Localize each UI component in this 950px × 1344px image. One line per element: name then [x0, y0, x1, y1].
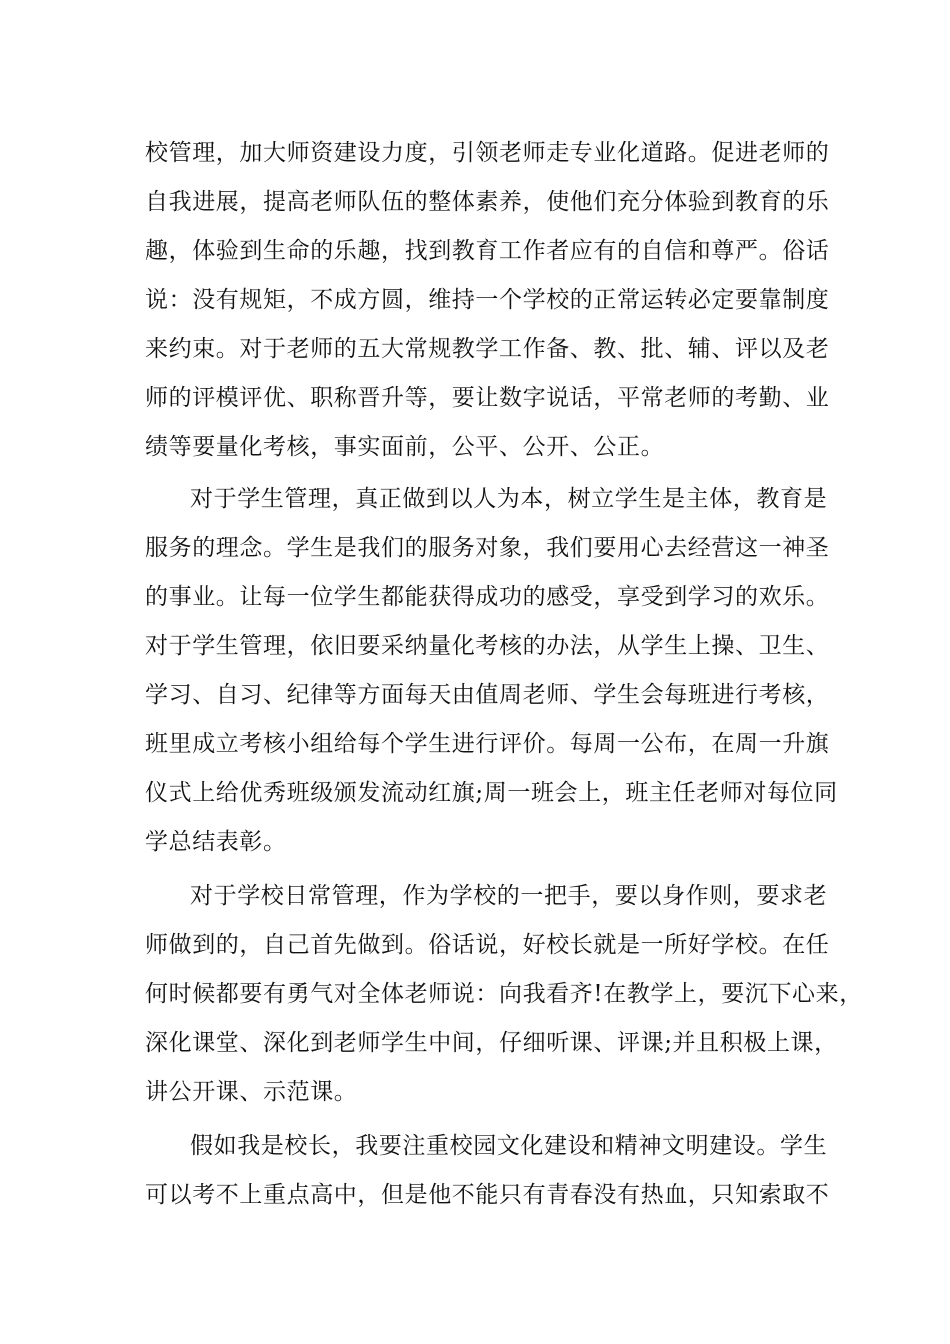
- text-line: 趣，体验到生命的乐趣，找到教育工作者应有的自信和尊严。俗话: [145, 238, 830, 264]
- text-line: 来约束。对于老师的五大常规教学工作备、教、批、辅、评以及老: [145, 336, 830, 362]
- text-line: 师做到的，自己首先做到。俗话说，好校长就是一所好学校。在任: [145, 932, 830, 958]
- text-line: 服务的理念。学生是我们的服务对象，我们要用心去经营这一神圣: [145, 535, 830, 561]
- text-line: 学习、自习、纪律等方面每天由值周老师、学生会每班进行考核，: [145, 682, 830, 708]
- text-line: 对于学生管理，依旧要采纳量化考核的办法，从学生上操、卫生、: [145, 633, 830, 659]
- text-line: 师的评模评优、职称晋升等，要让数字说话，平常老师的考勤、业: [145, 385, 830, 411]
- text-line: 可以考不上重点高中，但是他不能只有青春没有热血，只知索取不: [145, 1182, 830, 1208]
- text-line: 学总结表彰。: [145, 829, 287, 855]
- text-line: 班里成立考核小组给每个学生进行评价。每周一公布，在周一升旗: [145, 731, 830, 757]
- paragraph-first-line: 假如我是校长，我要注重校园文化建设和精神文明建设。学生: [190, 1133, 828, 1159]
- text-line: 仪式上给优秀班级颁发流动红旗;周一班会上，班主任老师对每位同: [145, 780, 838, 806]
- text-line: 绩等要量化考核，事实面前，公平、公开、公正。: [145, 434, 665, 460]
- text-line: 讲公开课、示范课。: [145, 1079, 358, 1105]
- paragraph-first-line: 对于学生管理，真正做到以人为本，树立学生是主体，教育是: [190, 486, 828, 512]
- text-line: 的事业。让每一位学生都能获得成功的感受，享受到学习的欢乐。: [145, 584, 830, 610]
- paragraph-first-line: 对于学校日常管理，作为学校的一把手，要以身作则，要求老: [190, 883, 828, 909]
- text-line: 深化课堂、深化到老师学生中间，仔细听课、评课;并且积极上课，: [145, 1030, 838, 1056]
- text-line: 校管理，加大师资建设力度，引领老师走专业化道路。促进老师的: [145, 140, 830, 166]
- text-line: 何时候都要有勇气对全体老师说：向我看齐!在教学上，要沉下心来，: [145, 981, 863, 1007]
- text-line: 说：没有规矩，不成方圆，维持一个学校的正常运转必定要靠制度: [145, 287, 830, 313]
- text-line: 自我进展，提高老师队伍的整体素养，使他们充分体验到教育的乐: [145, 189, 830, 215]
